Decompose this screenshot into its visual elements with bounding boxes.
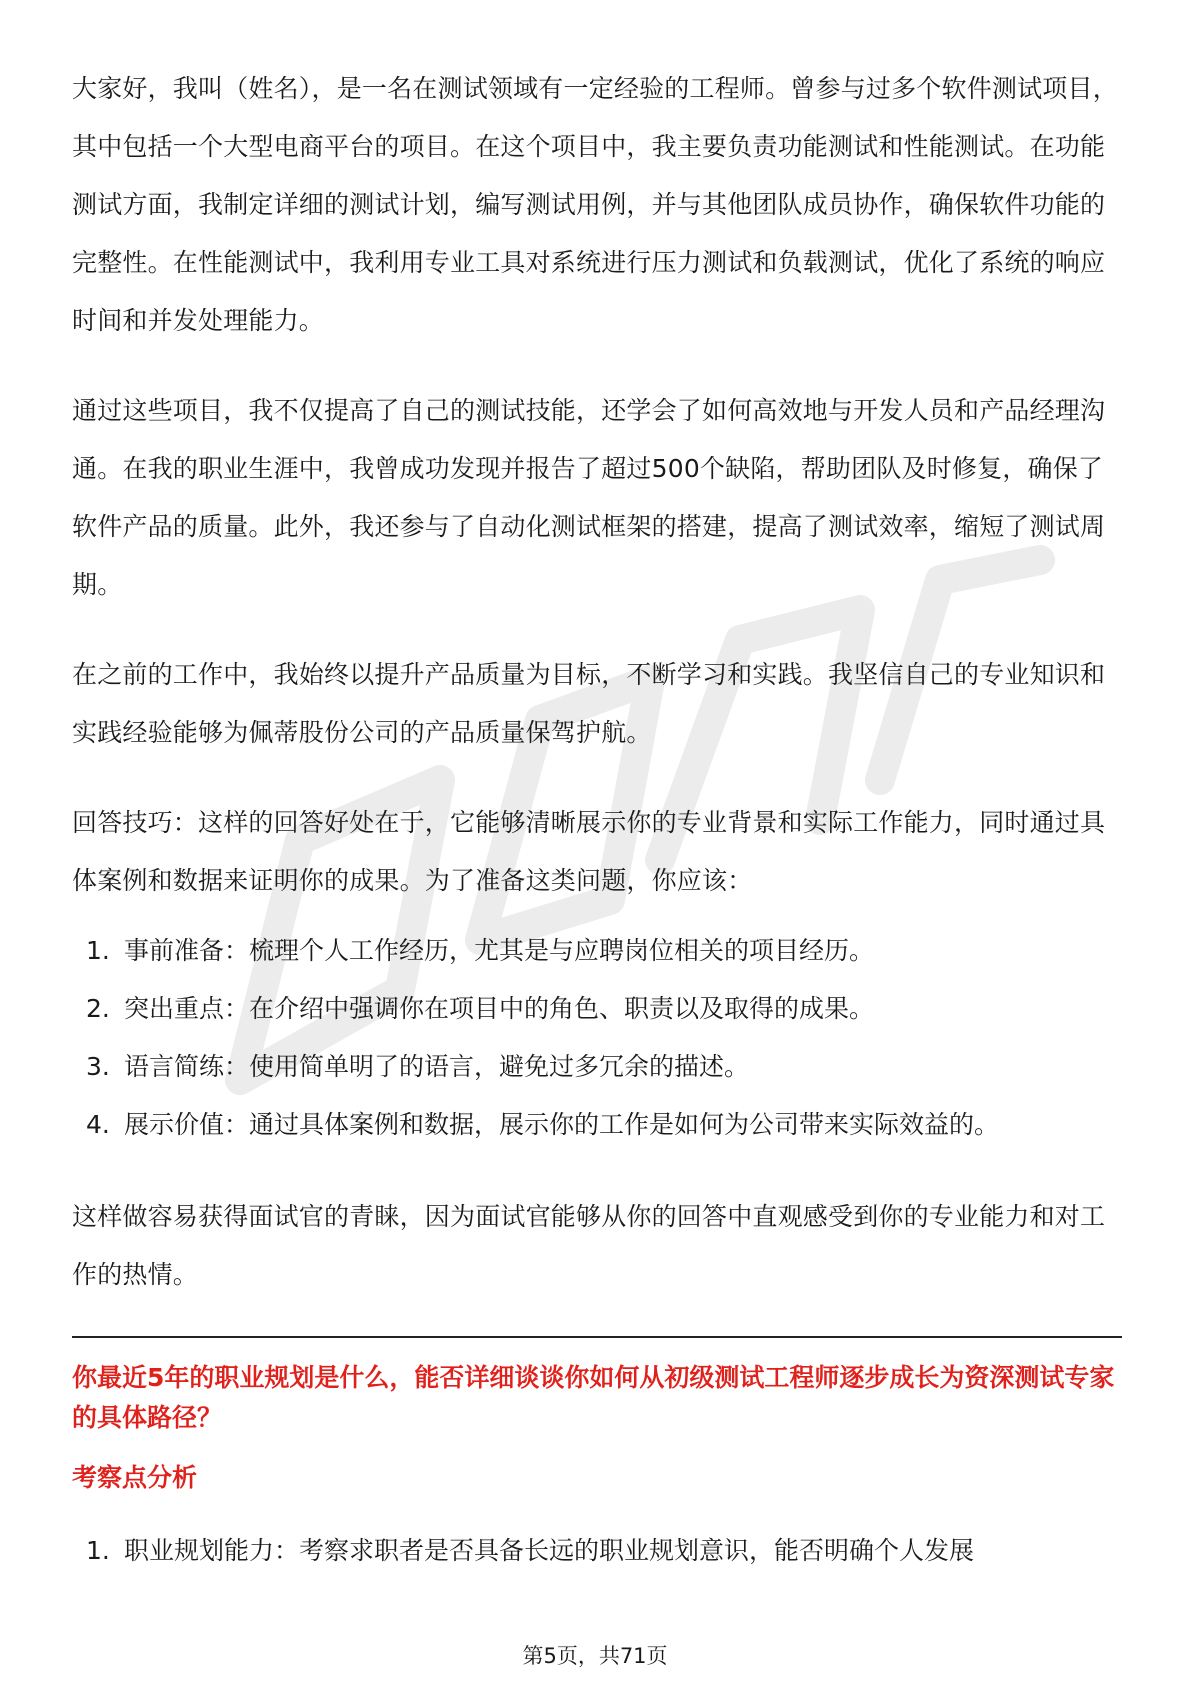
- analysis-list: [72, 1522, 1122, 1580]
- list-item: 4. 展示价值：通过具体案例和数据，展示你的工作是如何为公司带来实际效益的。: [86, 1110, 1000, 1139]
- list-item: 2. 突出重点：在介绍中强调你在项目中的角色、职责以及取得的成果。: [86, 994, 875, 1023]
- list-item: 1. 职业规划能力：考察求职者是否具备长远的职业规划意识，能否明确个人发展: [86, 1536, 975, 1565]
- goal-paragraph: 在之前的工作中，我始终以提升产品质量为目标，不断学习和实践。我坚信自己的专业知识和实践经验能够为佩蒂股份公司的产品质量保驾护航。: [72, 660, 1106, 747]
- analysis-heading: 考察点分析: [72, 1463, 198, 1492]
- experience-paragraph: 通过这些项目，我不仅提高了自己的测试技能，还学会了如何高效地与开发人员和产品经理沟通。在我的职业生涯中，我曾成功发现并报告了超过500个缺陷，帮助团队及时修复，确保了软件产品的质量。此外，我还参与了自动化测试框架的搭建，提高了测试效率，缩短了测试周期。: [72, 396, 1106, 599]
- intro-paragraph: 大家好，我叫（姓名），是一名在测试领域有一定经验的工程师。曾参与过多个软件测试项目，其中包括一个大型电商平台的项目。在这个项目中，我主要负责功能测试和性能测试。在功能测试方面，我制定详细的测试计划，编写测试用例，并与其他团队成员协作，确保软件功能的完整性。在性能测试中，我利用专业工具对系统进行压力测试和负载测试，优化了系统的响应时间和并发处理能力。: [72, 74, 1118, 335]
- page-footer: 第5页，共71页: [522, 1644, 668, 1668]
- question-heading: 你最近5年的职业规划是什么，能否详细谈谈你如何从初级测试工程师逐步成长为资深测试专家的具体路径？: [72, 1363, 1115, 1432]
- answer-tips-paragraph: 回答技巧：这样的回答好处在于，它能够清晰展示你的专业背景和实际工作能力，同时通过具体案例和数据来证明你的成果。为了准备这类问题，你应该：: [72, 808, 1106, 895]
- tips-list: [72, 922, 1122, 1154]
- section-divider: [72, 1336, 1122, 1338]
- list-item: 3. 语言简练：使用简单明了的语言，避免过多冗余的描述。: [86, 1052, 750, 1081]
- closing-paragraph: 这样做容易获得面试官的青睐，因为面试官能够从你的回答中直观感受到你的专业能力和对工作的热情。: [72, 1202, 1106, 1289]
- list-item: 1. 事前准备：梳理个人工作经历，尤其是与应聘岗位相关的项目经历。: [86, 936, 875, 965]
- document-page: [72, 60, 1122, 1614]
